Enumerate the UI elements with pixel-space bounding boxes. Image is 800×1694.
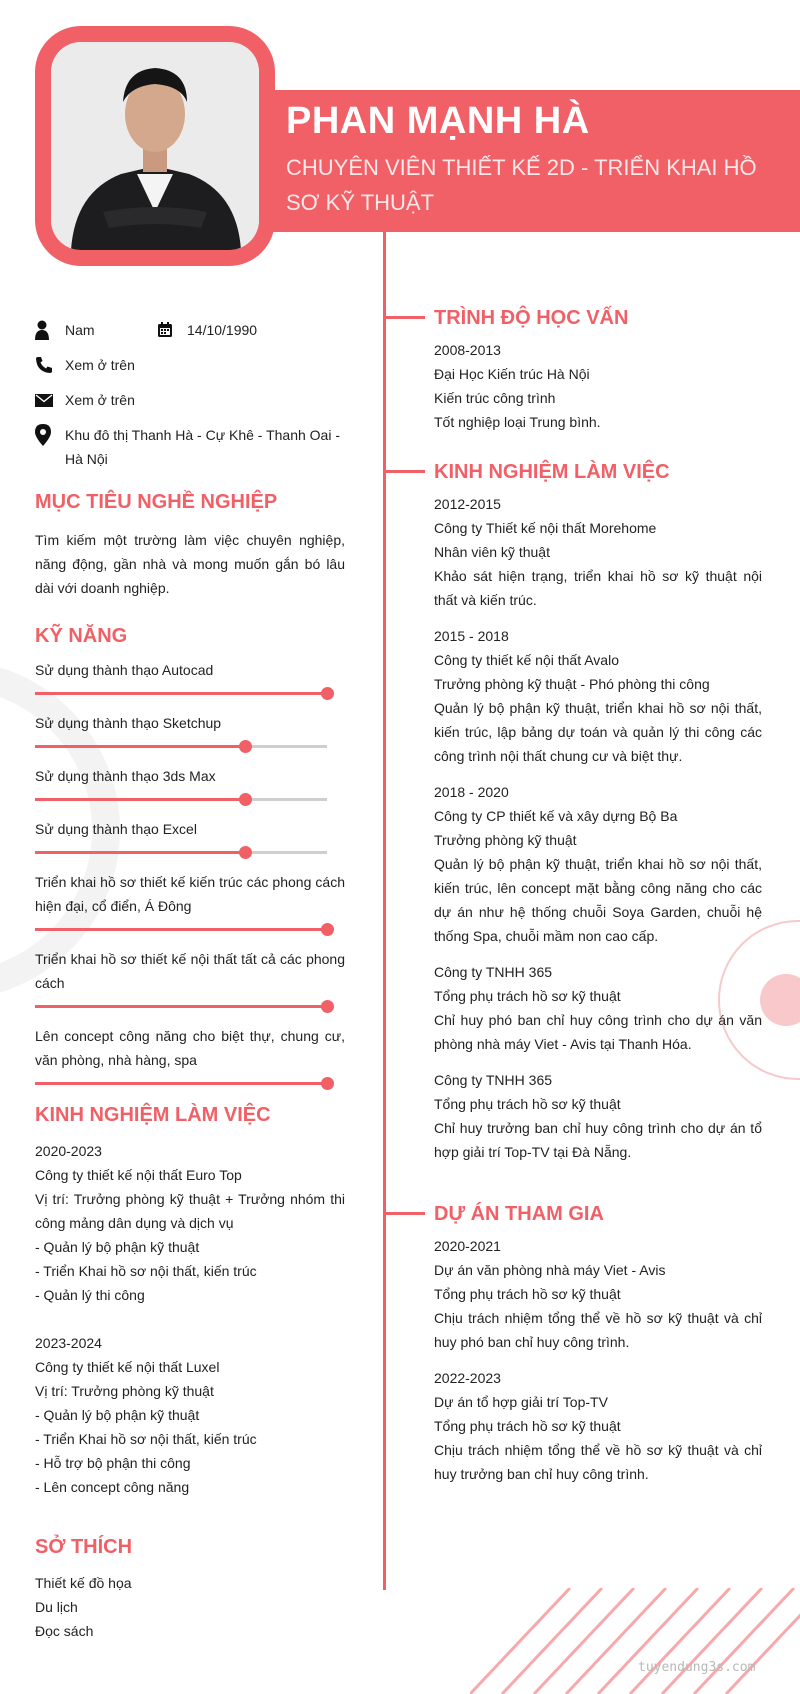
skill-bar-fill: [35, 798, 245, 801]
work-company: Công ty thiết kế nội thất Avalo: [434, 652, 619, 668]
skill-bar: [35, 1005, 327, 1008]
skill-label: Sử dụng thành thạo 3ds Max: [35, 768, 216, 784]
experience-company: Công ty thiết kế nội thất Euro Top: [35, 1167, 242, 1183]
skill-item: [35, 947, 345, 1008]
projects-title: DỰ ÁN THAM GIA: [434, 1203, 604, 1225]
personal-row-gender-dob: [35, 318, 345, 353]
skill-bar-knob: [239, 846, 252, 859]
skill-bar-fill: [35, 692, 327, 695]
experience-entry: [35, 1331, 345, 1499]
skill-bar-knob: [321, 1077, 334, 1090]
education-line: Đại Học Kiến trúc Hà Nội: [434, 366, 590, 382]
skill-bar: [35, 851, 327, 854]
skill-label: Triển khai hồ sơ thiết kế kiến trúc các phong cách hiện đại, cổ điển, Á Đông: [35, 874, 345, 914]
project-name: Dự án văn phòng nhà máy Viet - Avis: [434, 1262, 666, 1278]
skill-bar-knob: [239, 740, 252, 753]
skill-bar-fill: [35, 1082, 327, 1085]
work-position: Nhân viên kỹ thuật: [434, 544, 550, 560]
address-value: Khu đô thị Thanh Hà - Cự Khê - Thanh Oai - Hà Nội: [65, 427, 341, 467]
work-period: 2015 - 2018: [434, 628, 509, 644]
skills-title: KỸ NĂNG: [35, 625, 128, 647]
profile-photo: [51, 42, 259, 250]
objective-title: MỤC TIÊU NGHỀ NGHIỆP: [35, 491, 278, 513]
calendar-icon: [157, 318, 187, 342]
work-entry: [434, 492, 762, 612]
decorative-stripes: [470, 1588, 800, 1694]
person-icon: [35, 318, 65, 342]
work-entry: [434, 960, 762, 1056]
timeline-line: [383, 232, 386, 1590]
experience-task: - Triển Khai hồ sơ nội thất, kiến trúc: [35, 1263, 257, 1279]
work-description: Quản lý bộ phận kỹ thuật, triển khai hồ sơ nội thất, kiến trúc, lên concept mặt bằng công năng cho các dự án như hệ thống chuỗi Soya Garden, chuỗi hệ thống Spa, chuỗi mầm non cao cấp.: [434, 856, 762, 944]
work-company: Công ty CP thiết kế và xây dựng Bộ Ba: [434, 808, 678, 824]
project-entry: [434, 1366, 762, 1486]
project-period: 2022-2023: [434, 1370, 501, 1386]
work-description: Chỉ huy phó ban chỉ huy công trình cho dự án văn phòng nhà máy Viet - Avis tại Thanh Hóa.: [434, 1012, 762, 1052]
skill-item: [35, 658, 345, 695]
personal-row-phone: [35, 353, 345, 388]
skill-item: [35, 764, 345, 801]
project-description: Chịu trách nhiệm tổng thể về hồ sơ kỹ thuật và chỉ huy phó ban chỉ huy công trình.: [434, 1310, 762, 1350]
skill-bar: [35, 798, 327, 801]
experience-company: Công ty thiết kế nội thất Luxel: [35, 1359, 220, 1375]
job-title: CHUYÊN VIÊN THIẾT KẾ 2D - TRIỂN KHAI HỒ SƠ KỸ THUẬT: [286, 155, 757, 215]
profile-photo-frame: [35, 26, 275, 266]
skill-bar: [35, 692, 327, 695]
skill-bar-fill: [35, 851, 245, 854]
skill-label: Sử dụng thành thạo Autocad: [35, 662, 214, 678]
experience-task: - Triển Khai hồ sơ nội thất, kiến trúc: [35, 1431, 257, 1447]
skill-label: Triển khai hồ sơ thiết kế nội thất tất cả các phong cách: [35, 951, 345, 991]
hobbies-title: SỞ THÍCH: [35, 1536, 133, 1558]
skill-item: [35, 1024, 345, 1085]
projects-list: [434, 1234, 762, 1486]
experience-position: Vị trí: Trưởng phòng kỹ thuật: [35, 1383, 214, 1399]
right-experience-section: [434, 458, 762, 1164]
experience-period: 2020-2023: [35, 1143, 102, 1159]
experience-task: - Quản lý thi công: [35, 1287, 145, 1303]
left-column: [35, 318, 345, 1643]
timeline-tick: [383, 316, 425, 319]
skill-item: [35, 817, 345, 854]
skills-list: [35, 658, 345, 1085]
experience-task: - Quản lý bộ phận kỹ thuật: [35, 1239, 200, 1255]
left-experience-title: KINH NGHIỆM LÀM VIỆC: [35, 1104, 271, 1126]
education-title: TRÌNH ĐỘ HỌC VẤN: [434, 307, 629, 329]
hobbies-list: [35, 1571, 345, 1643]
work-period: 2018 - 2020: [434, 784, 509, 800]
education-section: [434, 304, 762, 434]
experience-period: 2023-2024: [35, 1335, 102, 1351]
work-position: Tổng phụ trách hồ sơ kỹ thuật: [434, 1096, 621, 1112]
skill-bar-knob: [321, 1000, 334, 1013]
project-description: Chịu trách nhiệm tổng thể về hồ sơ kỹ thuật và chỉ huy trưởng ban chỉ huy công trình.: [434, 1442, 762, 1482]
experience-task: - Hỗ trợ bộ phận thi công: [35, 1455, 191, 1471]
skill-bar-knob: [239, 793, 252, 806]
project-period: 2020-2021: [434, 1238, 501, 1254]
work-description: Chỉ huy trưởng ban chỉ huy công trình cho dự án tổ hợp giải trí Top-TV tại Đà Nẵng.: [434, 1120, 762, 1160]
project-role: Tổng phụ trách hồ sơ kỹ thuật: [434, 1418, 621, 1434]
hobby-item: Đọc sách: [35, 1623, 94, 1639]
experience-task: - Quản lý bộ phận kỹ thuật: [35, 1407, 200, 1423]
skill-bar: [35, 745, 327, 748]
dob-item: [157, 318, 257, 342]
project-role: Tổng phụ trách hồ sơ kỹ thuật: [434, 1286, 621, 1302]
work-description: Khảo sát hiện trạng, triển khai hồ sơ kỹ thuật nội thất và kiến trúc.: [434, 568, 762, 608]
dob-value: 14/10/1990: [187, 322, 258, 338]
timeline-tick: [383, 470, 425, 473]
project-entry: [434, 1234, 762, 1354]
skill-bar: [35, 928, 327, 931]
phone-value: Xem ở trên: [65, 357, 135, 373]
hobby-item: Thiết kế đồ họa: [35, 1575, 132, 1591]
right-experience-list: [434, 492, 762, 1164]
personal-row-email: [35, 388, 345, 423]
work-position: Trưởng phòng kỹ thuật: [434, 832, 577, 848]
skill-bar-fill: [35, 745, 245, 748]
work-period: 2012-2015: [434, 496, 501, 512]
gender-item: [35, 318, 157, 342]
work-position: Trưởng phòng kỹ thuật - Phó phòng thi công: [434, 676, 710, 692]
location-pin-icon: [35, 423, 65, 447]
experience-position: Vị trí: Trưởng phòng kỹ thuật + Trưởng nhóm thi công mảng dân dụng và dịch vụ: [35, 1191, 345, 1231]
work-position: Tổng phụ trách hồ sơ kỹ thuật: [434, 988, 621, 1004]
skill-bar-fill: [35, 1005, 327, 1008]
work-description: Quản lý bộ phận kỹ thuật, triển khai hồ sơ nội thất, kiến trúc, lập bảng dự toán và quản lý thi công các công trình nội thất chung cư và biệt thự.: [434, 700, 762, 764]
right-experience-title: KINH NGHIỆM LÀM VIỆC: [434, 461, 670, 483]
work-entry: [434, 780, 762, 948]
projects-section: [434, 1200, 762, 1486]
skill-label: Sử dụng thành thạo Excel: [35, 821, 197, 837]
education-line: Tốt nghiệp loại Trung bình.: [434, 414, 601, 430]
skill-bar-knob: [321, 923, 334, 936]
left-experience-list: [35, 1139, 345, 1499]
education-list: [434, 338, 762, 434]
skill-label: Sử dụng thành thạo Sketchup: [35, 715, 222, 731]
work-entry: [434, 1068, 762, 1164]
education-line: Kiến trúc công trình: [434, 390, 556, 406]
work-company: Công ty Thiết kế nội thất Morehome: [434, 520, 657, 536]
gender-value: Nam: [65, 322, 95, 338]
project-name: Dự án tổ hợp giải trí Top-TV: [434, 1394, 608, 1410]
phone-icon: [35, 353, 65, 377]
work-company: Công ty TNHH 365: [434, 964, 553, 980]
skill-bar: [35, 1082, 327, 1085]
email-value: Xem ở trên: [65, 392, 135, 408]
envelope-icon: [35, 388, 65, 412]
education-line: 2008-2013: [434, 342, 501, 358]
work-company: Công ty TNHH 365: [434, 1072, 553, 1088]
hobby-item: Du lịch: [35, 1599, 78, 1615]
personal-row-address: [35, 423, 345, 481]
skill-item: [35, 870, 345, 931]
watermark: tuyendung3s.com: [638, 1660, 756, 1675]
skill-label: Lên concept công năng cho biệt thự, chung cư, văn phòng, nhà hàng, spa: [35, 1028, 345, 1068]
skill-bar-knob: [321, 687, 334, 700]
timeline-tick: [383, 1212, 425, 1215]
candidate-name: PHAN MẠNH HÀ: [286, 100, 590, 142]
objective-text: Tìm kiếm một trường làm việc chuyên nghiệp, năng động, gần nhà và mong muốn gắn bó lâu dài với doanh nghiệp.: [35, 532, 345, 596]
experience-task: - Lên concept công năng: [35, 1479, 190, 1495]
work-entry: [434, 624, 762, 768]
skill-bar-fill: [35, 928, 327, 931]
experience-entry: [35, 1139, 345, 1307]
skill-item: [35, 711, 345, 748]
name-banner: [270, 90, 800, 232]
